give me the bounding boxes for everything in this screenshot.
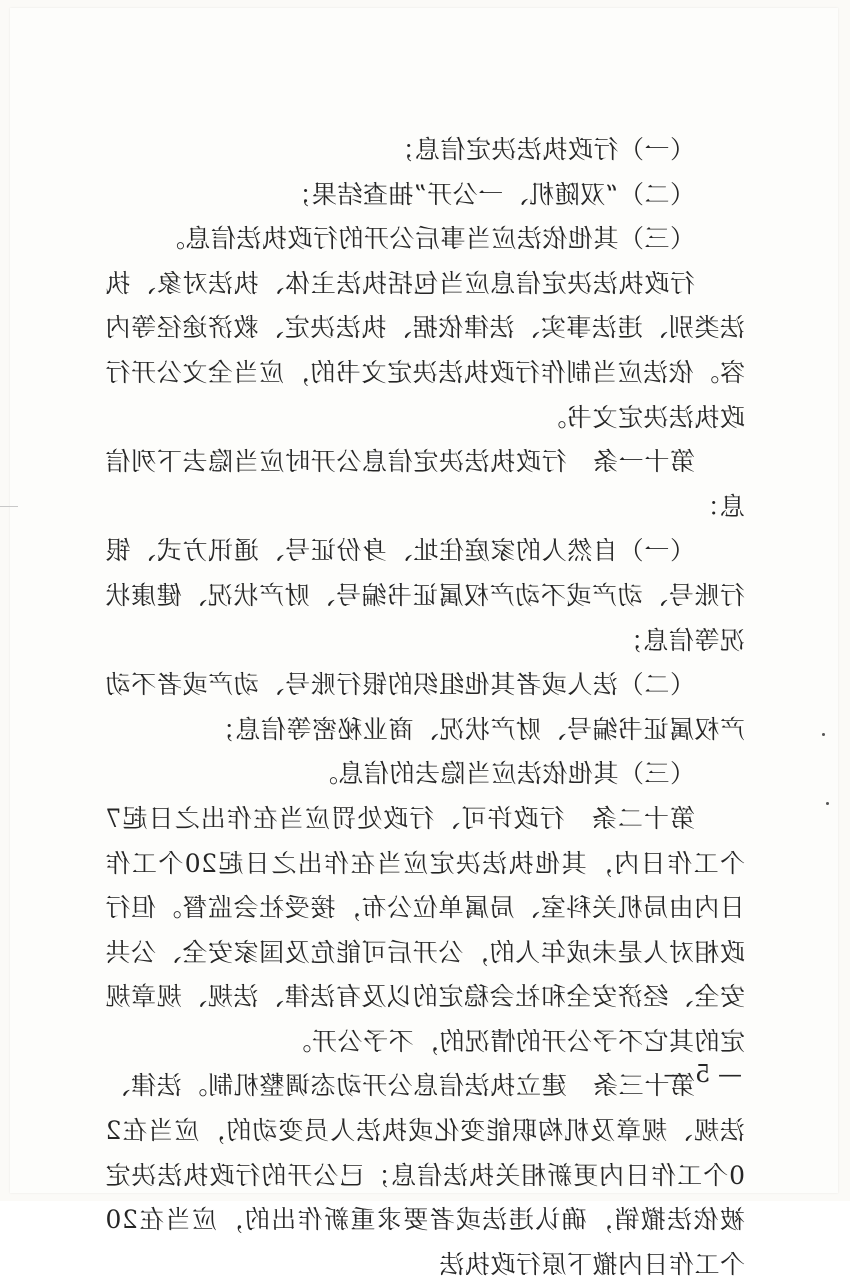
paragraph: （二）“双随机、一公开”抽查结果； — [285, 179, 695, 209]
paragraph: 第十三条 建立执法信息公开动态调整机制。法律、法规、规章及机构职能变化或执法人员变动的，应当在20个工作日内更新相关执法信息；已公开的行政执法决定被依法撤销，确认违法或者要求重新作出的，应当在20个工作日内撤下原行政执法 — [105, 1071, 745, 1279]
paragraph: （一）行政执法决定信息； — [388, 135, 695, 164]
paragraph: （三）其他依法应当事后公开的行政执法信息。 — [159, 224, 695, 254]
paragraph: 第十一条 行政执法决定信息公开时应当隐去下列信息： — [105, 447, 745, 521]
scan-edge-mark — [0, 506, 18, 507]
paragraph: （二）法人或者其他组织的银行账号、动产或者不动产权属证书编号、财产状况、商业秘密等信息； — [105, 670, 745, 744]
paragraph: （一）自然人的家庭住址、身份证号、通讯方式、银行账号、动产或不动产权属证书编号、财产状况、健康状况等信息； — [105, 536, 745, 655]
page-number: — 5 — — [663, 1060, 742, 1088]
paragraph: 行政执法决定信息应当包括执法主体、执法对象、执法类别、违法事实、法律依据、执法决定、救济途径等内容。依法应当制作行政执法决定文书的，应当全文公开行政执法决定文书。 — [105, 268, 745, 432]
body-text — [105, 128, 745, 1287]
scan-speck — [822, 733, 825, 736]
paragraph: 第十二条 行政许可、行政处罚应当在作出之日起7个工作日内，其他执法决定应当在作出之日起20个工作日内由局机关科室、局属单位公布，接受社会监督。但行政相对人是未成年人的，公开后可能危及国家安全、公共安全、经济安全和社会稳定的以及有法律、法规、规章规定的其它不予公开的情况的，不予公开。 — [105, 803, 745, 1056]
scan-speck — [826, 802, 829, 805]
paragraph: （三）其他依法应当隐去的信息。 — [312, 759, 695, 789]
